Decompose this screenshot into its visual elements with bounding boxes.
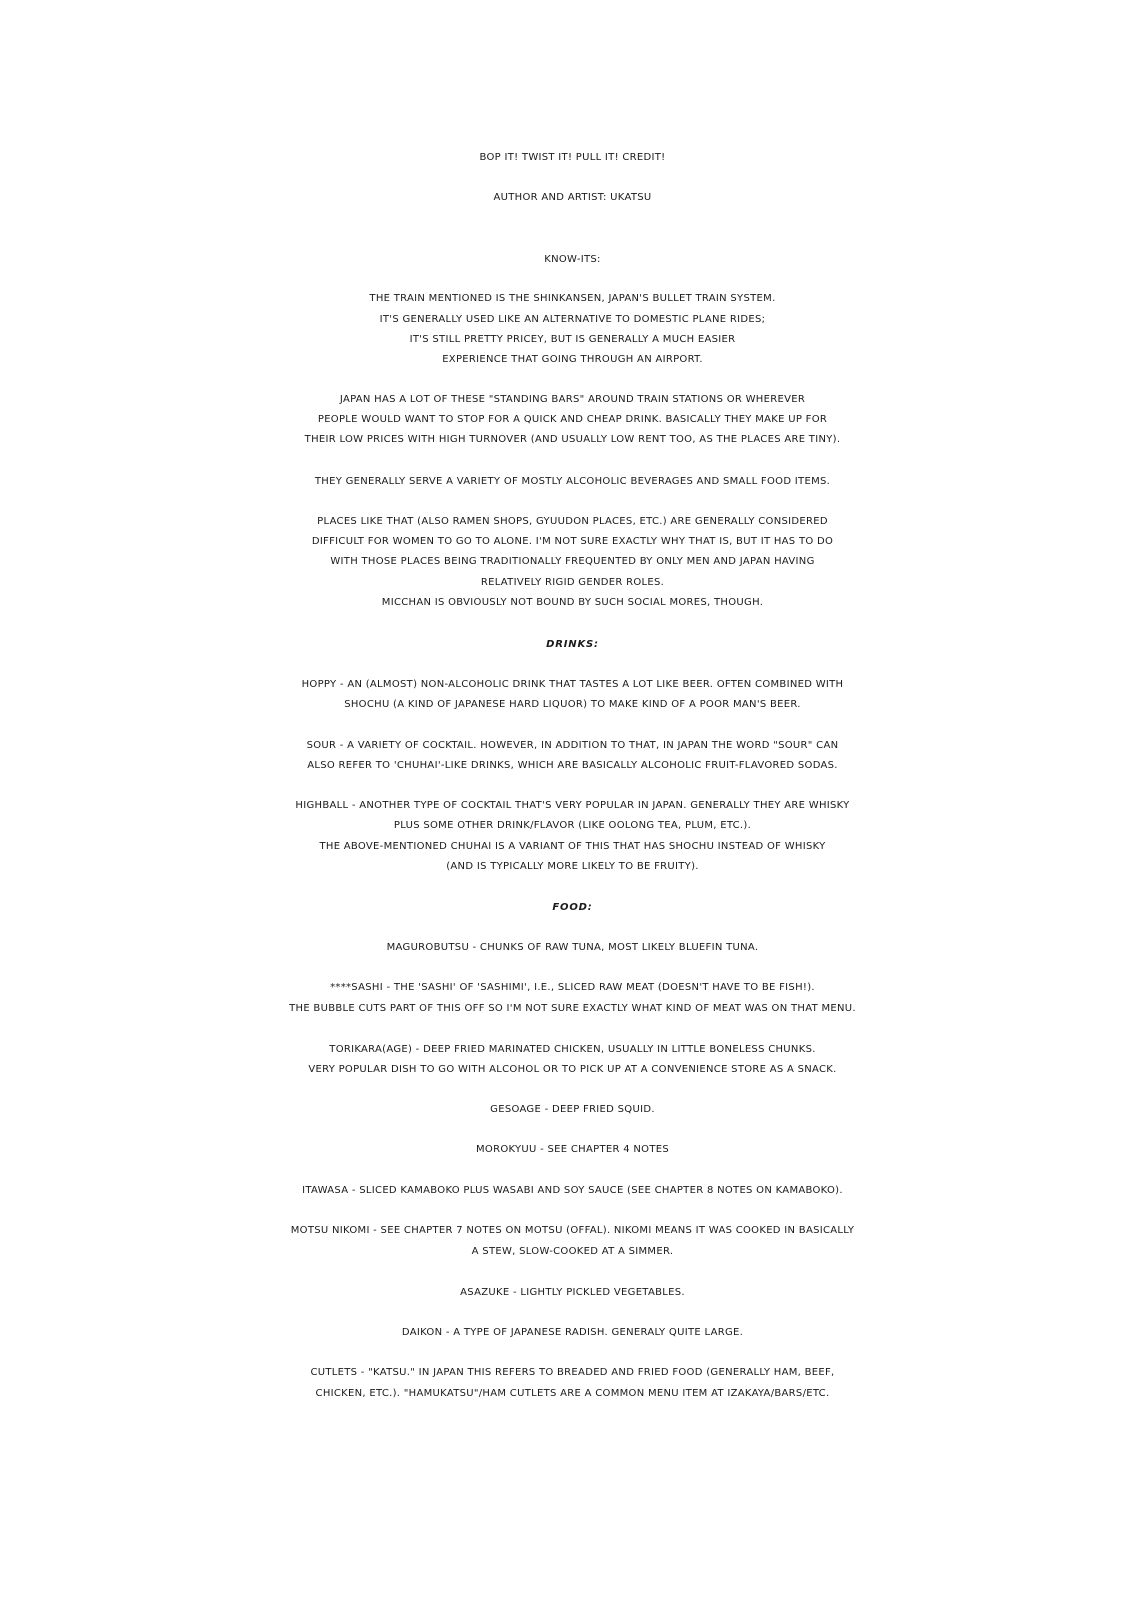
drink-entry-line: PLUS SOME OTHER DRINK/FLAVOR (LIKE OOLONG TEA, PLUM, ETC.).: [393, 820, 752, 831]
food-entry-line: TORIKARA(AGE) - DEEP FRIED MARINATED CHICKEN, USUALLY IN LITTLE BONELESS CHUNKS.: [329, 1044, 816, 1055]
know-its-line: IT'S STILL PRETTY PRICEY, BUT IS GENERALLY A MUCH EASIER: [409, 334, 736, 345]
drink-entry-line: HIGHBALL - ANOTHER TYPE OF COCKTAIL THAT'S VERY POPULAR IN JAPAN. GENERALLY THEY ARE WHISKY: [295, 800, 850, 811]
food-heading: FOOD:: [552, 902, 593, 913]
drink-entry-line: SOUR - A VARIETY OF COCKTAIL. HOWEVER, IN ADDITION TO THAT, IN JAPAN THE WORD "SOUR" CAN: [306, 740, 839, 751]
food-entry-line: CUTLETS - "KATSU." IN JAPAN THIS REFERS TO BREADED AND FRIED FOOD (GENERALLY HAM, BEEF,: [310, 1367, 835, 1378]
food-entry-line: ****SASHI - THE 'SASHI' OF 'SASHIMI', I.E., SLICED RAW MEAT (DOESN'T HAVE TO BE FISH!).: [330, 982, 815, 993]
know-its-line: MICCHAN IS OBVIOUSLY NOT BOUND BY SUCH SOCIAL MORES, THOUGH.: [381, 597, 764, 608]
know-its-line: THE TRAIN MENTIONED IS THE SHINKANSEN, JAPAN'S BULLET TRAIN SYSTEM.: [369, 293, 776, 304]
food-entry-line: A STEW, SLOW-COOKED AT A SIMMER.: [471, 1246, 674, 1257]
know-its-line: JAPAN HAS A LOT OF THESE "STANDING BARS" AROUND TRAIN STATIONS OR WHEREVER: [339, 394, 806, 405]
know-its-line: EXPERIENCE THAT GOING THROUGH AN AIRPORT.: [442, 354, 703, 365]
know-its-line: DIFFICULT FOR WOMEN TO GO TO ALONE. I'M NOT SURE EXACTLY WHY THAT IS, BUT IT HAS TO DO: [311, 536, 834, 547]
credit-author: AUTHOR AND ARTIST: UKATSU: [493, 192, 652, 203]
drink-entry-line: (AND IS TYPICALLY MORE LIKELY TO BE FRUITY).: [446, 861, 699, 872]
know-its-heading: KNOW-ITS:: [544, 254, 601, 265]
food-entry-line: DAIKON - A TYPE OF JAPANESE RADISH. GENERALY QUITE LARGE.: [401, 1327, 744, 1338]
drinks-heading: DRINKS:: [546, 639, 599, 650]
food-entry-line: VERY POPULAR DISH TO GO WITH ALCOHOL OR TO PICK UP AT A CONVENIENCE STORE AS A SNACK.: [308, 1064, 837, 1075]
drink-entry-line: HOPPY - AN (ALMOST) NON-ALCOHOLIC DRINK THAT TASTES A LOT LIKE BEER. OFTEN COMBINED WITH: [301, 679, 844, 690]
know-its-line: THEY GENERALLY SERVE A VARIETY OF MOSTLY ALCOHOLIC BEVERAGES AND SMALL FOOD ITEMS.: [314, 476, 831, 487]
food-entry-line: ASAZUKE - LIGHTLY PICKLED VEGETABLES.: [460, 1287, 685, 1298]
food-entry-line: MOTSU NIKOMI - SEE CHAPTER 7 NOTES ON MOTSU (OFFAL). NIKOMI MEANS IT WAS COOKED IN BASICALLY: [290, 1225, 855, 1236]
food-entry-line: MOROKYUU - SEE CHAPTER 4 NOTES: [476, 1144, 669, 1155]
know-its-line: IT'S GENERALLY USED LIKE AN ALTERNATIVE TO DOMESTIC PLANE RIDES;: [379, 314, 766, 325]
know-its-line: PEOPLE WOULD WANT TO STOP FOR A QUICK AND CHEAP DRINK. BASICALLY THEY MAKE UP FOR: [317, 414, 828, 425]
drink-entry-line: THE ABOVE-MENTIONED CHUHAI IS A VARIANT OF THIS THAT HAS SHOCHU INSTEAD OF WHISKY: [319, 841, 826, 852]
food-entry-line: THE BUBBLE CUTS PART OF THIS OFF SO I'M NOT SURE EXACTLY WHAT KIND OF MEAT WAS ON THAT MENU.: [289, 1003, 856, 1014]
food-entry-line: ITAWASA - SLICED KAMABOKO PLUS WASABI AND SOY SAUCE (SEE CHAPTER 8 NOTES ON KAMABOKO).: [302, 1185, 843, 1196]
food-entry-line: MAGUROBUTSU - CHUNKS OF RAW TUNA, MOST LIKELY BLUEFIN TUNA.: [386, 942, 759, 953]
food-entry-line: GESOAGE - DEEP FRIED SQUID.: [490, 1104, 655, 1115]
credit-title: BOP IT! TWIST IT! PULL IT! CREDIT!: [479, 152, 666, 163]
know-its-line: RELATIVELY RIGID GENDER ROLES.: [480, 577, 665, 588]
drink-entry-line: SHOCHU (A KIND OF JAPANESE HARD LIQUOR) TO MAKE KIND OF A POOR MAN'S BEER.: [344, 699, 801, 710]
drink-entry-line: ALSO REFER TO 'CHUHAI'-LIKE DRINKS, WHICH ARE BASICALLY ALCOHOLIC FRUIT-FLAVORED SODAS.: [307, 760, 838, 771]
know-its-line: WITH THOSE PLACES BEING TRADITIONALLY FREQUENTED BY ONLY MEN AND JAPAN HAVING: [330, 556, 815, 567]
know-its-line: THEIR LOW PRICES WITH HIGH TURNOVER (AND USUALLY LOW RENT TOO, AS THE PLACES ARE TINY).: [304, 434, 841, 445]
food-entry-line: CHICKEN, ETC.). "HAMUKATSU"/HAM CUTLETS ARE A COMMON MENU ITEM AT IZAKAYA/BARS/ETC.: [315, 1388, 830, 1399]
know-its-line: PLACES LIKE THAT (ALSO RAMEN SHOPS, GYUUDON PLACES, ETC.) ARE GENERALLY CONSIDERED: [317, 516, 828, 527]
